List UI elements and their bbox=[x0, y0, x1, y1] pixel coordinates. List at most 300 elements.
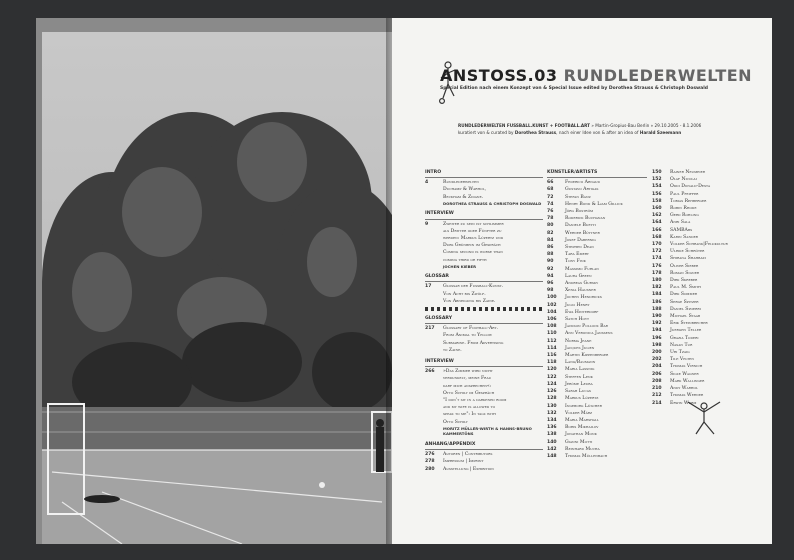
entry-title: Thomas Müllenbach bbox=[565, 453, 608, 459]
section-heading: ANHANG/APPENDIX bbox=[425, 441, 476, 447]
toc-entry bbox=[425, 228, 543, 235]
toc-entry bbox=[425, 404, 543, 411]
page-number: 126 bbox=[547, 389, 557, 395]
toc-entry bbox=[547, 316, 647, 323]
entry-title: Serge Spitzer bbox=[670, 299, 699, 305]
toc-section bbox=[425, 441, 543, 473]
entry-title: Submarine. From Advertising bbox=[443, 340, 504, 346]
page-number: 90 bbox=[547, 259, 554, 265]
toc-entry bbox=[652, 385, 752, 392]
entry-title: Beckham & Zidane. bbox=[443, 194, 484, 200]
page-number bbox=[425, 298, 443, 305]
entry-title: Ulrike Schröter bbox=[670, 249, 705, 255]
page-number: 122 bbox=[547, 374, 557, 380]
entry-title: Ann Veronica Janssens bbox=[565, 331, 613, 337]
entry-title: Boris Mikhailov bbox=[565, 425, 599, 431]
section-heading: INTERVIEW bbox=[425, 359, 454, 365]
page-number: 106 bbox=[547, 317, 557, 323]
toc-entry bbox=[425, 291, 543, 298]
entry-title: Anri Sala bbox=[670, 220, 691, 226]
section-rule bbox=[425, 281, 543, 282]
page-number: 92 bbox=[547, 266, 554, 272]
toc-entry bbox=[652, 378, 752, 385]
toc-entry bbox=[652, 227, 752, 234]
entry-title: Tara Emery bbox=[565, 252, 589, 258]
toc-entry bbox=[547, 294, 647, 301]
toc-entry bbox=[547, 194, 647, 201]
artists-heading: KÜNSTLER/ARTISTS bbox=[547, 170, 598, 175]
toc-entry bbox=[425, 257, 543, 264]
entry-title: Thomas Virnich bbox=[670, 364, 703, 370]
toc-entry bbox=[547, 251, 647, 258]
page-number: 86 bbox=[547, 245, 554, 251]
toc-entry bbox=[547, 222, 647, 229]
entry-title: Jacques Julien bbox=[565, 345, 595, 351]
page-number bbox=[425, 411, 443, 418]
page-number: 142 bbox=[547, 446, 557, 452]
entry-title: Impressum | Imprint bbox=[443, 459, 484, 465]
entry-title: Autoren | Contributors bbox=[443, 452, 493, 458]
entry-title: and my wife is allowed to bbox=[443, 405, 496, 411]
section-rule bbox=[425, 219, 543, 220]
toc-entry bbox=[547, 439, 647, 446]
toc-entry bbox=[547, 431, 647, 438]
section-rule bbox=[425, 366, 543, 367]
toc-entry bbox=[425, 249, 543, 256]
magazine-title bbox=[440, 66, 760, 85]
page-number: 96 bbox=[547, 281, 554, 287]
entry-title: verdunkelt, meine Frau bbox=[443, 376, 492, 382]
toc-entry bbox=[652, 263, 752, 270]
entry-title: Rundlederwelten bbox=[443, 180, 479, 186]
page-number: 17 bbox=[425, 284, 432, 290]
page-number: 166 bbox=[652, 227, 662, 233]
entry-title: Rainer Neumeier bbox=[670, 170, 705, 175]
toc-entry bbox=[547, 215, 647, 222]
entry-title: Maria Marshall bbox=[565, 417, 599, 423]
toc-entry bbox=[652, 176, 752, 183]
entry-title: to Zaine. bbox=[443, 347, 462, 353]
page-number: 164 bbox=[652, 220, 662, 226]
title-rundlederwelten: RUNDLEDERWELTEN bbox=[563, 66, 753, 85]
entry-title: Otto Schily im Gespräch bbox=[443, 390, 495, 396]
section-heading: INTERVIEW bbox=[425, 211, 454, 217]
page-number: 72 bbox=[547, 194, 554, 200]
entry-title: Karin Sander bbox=[670, 234, 698, 240]
title-anstoss: ANSTOSS bbox=[440, 66, 528, 85]
entry-title: Jérôme Leuba bbox=[565, 381, 593, 387]
toc-entry bbox=[425, 340, 543, 347]
toc-entry bbox=[547, 388, 647, 395]
toc-entry bbox=[652, 356, 752, 363]
toc-entry bbox=[547, 453, 647, 460]
page-number: 190 bbox=[652, 314, 662, 320]
entry-title: Massimo Furlan bbox=[565, 266, 599, 272]
toc-section bbox=[425, 169, 543, 206]
toc-entry bbox=[425, 368, 543, 375]
magazine-spread bbox=[36, 18, 772, 544]
page-number: 186 bbox=[652, 299, 662, 305]
entry-title: Oddi Donald-Desta bbox=[670, 184, 711, 190]
page-number: 112 bbox=[547, 338, 557, 344]
page-number: 114 bbox=[547, 345, 557, 351]
toc-section bbox=[425, 273, 543, 311]
entry-title: Erwin Wurm bbox=[670, 400, 697, 406]
page-number: 182 bbox=[652, 285, 662, 291]
entry-title: Steffen Lenk bbox=[565, 374, 593, 380]
page-number: 210 bbox=[652, 386, 662, 392]
page-number bbox=[425, 228, 443, 235]
toc-entry bbox=[652, 335, 752, 342]
entry-title: Nasan Tur bbox=[670, 342, 693, 348]
entry-title: Mark Wallinger bbox=[670, 378, 705, 384]
page-number: 168 bbox=[652, 234, 662, 240]
entry-title: Von Acht bis Zwölf. bbox=[443, 291, 486, 297]
page-number: 206 bbox=[652, 371, 662, 377]
entry-title: Paul M. Smith bbox=[670, 285, 701, 291]
entry-title: Duchamp & Warhol, bbox=[443, 187, 487, 193]
page-number: 217 bbox=[425, 326, 435, 332]
toc-entry bbox=[425, 466, 543, 473]
entry-title: "I don't sit in a darkened room bbox=[443, 398, 507, 404]
toc-entry bbox=[425, 283, 543, 290]
toc-section bbox=[425, 358, 543, 437]
page-number: 116 bbox=[547, 353, 557, 359]
entry-title: Andreas Gursky bbox=[565, 281, 599, 287]
page-number: 266 bbox=[425, 369, 435, 375]
toc-entry bbox=[652, 299, 752, 306]
exhibition-line bbox=[458, 122, 758, 129]
toc-entry bbox=[547, 201, 647, 208]
toc-entry bbox=[425, 332, 543, 339]
entry-title: Roman Signer bbox=[670, 270, 700, 276]
page-number: 132 bbox=[547, 410, 557, 416]
toc-entry bbox=[652, 306, 752, 313]
entry-title: Tile Velten bbox=[670, 357, 694, 363]
entry-title: Coming second is worse than bbox=[443, 250, 503, 256]
page-number: 120 bbox=[547, 367, 557, 373]
toc-entry bbox=[547, 352, 647, 359]
magazine-subtitle: Special Edition nach einem Konzept von & Special Issue edited by Dorothea Strauss & Christoph Doswald bbox=[440, 86, 708, 91]
toc-entry bbox=[547, 359, 647, 366]
toc-entry bbox=[425, 242, 543, 249]
page-number: 184 bbox=[652, 292, 662, 298]
toc-entry bbox=[652, 212, 752, 219]
entry-title: Dirk Sommer bbox=[670, 292, 698, 298]
decorative-pattern bbox=[425, 307, 543, 311]
entry-title: Laura Green bbox=[565, 273, 592, 279]
entry-title: als Dritter oder Fünfter zu bbox=[443, 228, 502, 234]
entry-title: Juergen Teller bbox=[670, 328, 702, 334]
toc-entry bbox=[547, 403, 647, 410]
entry-title: Glossary of Football-Art. bbox=[443, 326, 498, 332]
toc-entry bbox=[547, 258, 647, 265]
page-number bbox=[425, 257, 443, 264]
toc-entry bbox=[547, 179, 647, 186]
page-number: 214 bbox=[652, 400, 662, 406]
entry-title: Ingeborg Lüscher bbox=[565, 403, 602, 409]
toc-entry bbox=[547, 374, 647, 381]
toc-entry bbox=[425, 390, 543, 397]
curator-line bbox=[458, 129, 758, 136]
entry-title: coming third or fifth bbox=[443, 257, 487, 263]
page-number bbox=[425, 419, 443, 426]
page-number: 150 bbox=[652, 170, 662, 175]
exhibition-name: RUNDLEDERWELTEN FUSSBALL.KUNST + FOOTBALL.ART bbox=[458, 123, 590, 128]
page-number: 4 bbox=[425, 180, 429, 186]
toc-entry bbox=[425, 298, 543, 305]
toc-entry bbox=[652, 320, 752, 327]
toc-entry bbox=[547, 208, 647, 215]
page-number bbox=[425, 340, 443, 347]
toc-entry bbox=[652, 342, 752, 349]
entry-title: Roderick Buchanan bbox=[565, 216, 606, 222]
page-number bbox=[425, 186, 443, 193]
page-number bbox=[425, 194, 443, 201]
toc-entry bbox=[547, 287, 647, 294]
page-number bbox=[425, 347, 443, 354]
toc-entry bbox=[652, 327, 752, 334]
page-number: 118 bbox=[547, 360, 557, 366]
toc-entry bbox=[547, 237, 647, 244]
page-number: 172 bbox=[652, 249, 662, 255]
curator-name: Dorothea Strauss bbox=[514, 130, 557, 135]
toc-entry bbox=[652, 349, 752, 356]
issue-number: .03 bbox=[527, 66, 558, 85]
entry-title: Andy Warhol bbox=[670, 386, 699, 392]
entry-title: Stefan Banz bbox=[565, 194, 591, 200]
page-number bbox=[425, 249, 443, 256]
entry-title: Jackson Pollock Bar bbox=[565, 324, 608, 330]
entry-title: Norma Jeane bbox=[565, 338, 592, 344]
toc-entry bbox=[547, 424, 647, 431]
toc-entry bbox=[547, 417, 647, 424]
toc-entry bbox=[652, 291, 752, 298]
entry-title: Olaf Nicolai bbox=[670, 177, 697, 183]
section-author: DOROTHEA STRAUSS & CHRISTOPH DOSWALD bbox=[443, 200, 542, 206]
entry-title: Xenia Hausner bbox=[565, 288, 596, 294]
page-number: 212 bbox=[652, 393, 662, 399]
toc-entry bbox=[425, 221, 543, 228]
entry-title: Jonathan Monk bbox=[565, 432, 597, 438]
artists-list-continued bbox=[652, 169, 752, 407]
entry-title: Oliver Sieber bbox=[670, 263, 699, 269]
page-number: 134 bbox=[547, 417, 557, 423]
entry-title: Dubs Grünbein im Gespräch bbox=[443, 243, 501, 249]
entry-title: Gerd Rohling bbox=[670, 213, 699, 219]
toc-entry bbox=[425, 347, 543, 354]
entry-title: SAMBAbs bbox=[670, 227, 693, 233]
page-number: 160 bbox=[652, 206, 662, 212]
page-number: 74 bbox=[547, 201, 554, 207]
page-number: 110 bbox=[547, 331, 557, 337]
celebrating-player-icon bbox=[682, 398, 726, 438]
photo-illustration bbox=[42, 32, 392, 544]
page-number: 202 bbox=[652, 357, 662, 363]
page-number bbox=[425, 404, 443, 411]
toc-entry bbox=[425, 411, 543, 418]
page-number: 170 bbox=[652, 242, 662, 248]
entry-title: Shirana Shahbazi bbox=[670, 256, 706, 262]
section-rule bbox=[425, 449, 543, 450]
page-number: 136 bbox=[547, 425, 557, 431]
page-number: 104 bbox=[547, 309, 557, 315]
page-number: 128 bbox=[547, 396, 557, 402]
toc-entry bbox=[547, 323, 647, 330]
entry-title: Jörg Boström bbox=[565, 209, 594, 215]
toc-entry bbox=[425, 325, 543, 332]
toc-entry bbox=[425, 186, 543, 193]
entry-title: Werner Büttner bbox=[565, 230, 600, 236]
toc-entry bbox=[652, 191, 752, 198]
entry-title: Dirk Skreber bbox=[670, 278, 698, 284]
entry-title: Maria Lassnig bbox=[565, 367, 595, 373]
entry-title: »Das Zimmer wird nicht bbox=[443, 369, 493, 375]
toc-entry bbox=[547, 309, 647, 316]
toc-column-artists-2 bbox=[652, 169, 752, 407]
entry-title: Sarah Lucas bbox=[565, 389, 591, 395]
page-number: 178 bbox=[652, 270, 662, 276]
page-number bbox=[425, 390, 443, 397]
toc-entry bbox=[547, 186, 647, 193]
page-number: 82 bbox=[547, 230, 554, 236]
entry-title: Daniele Buetti bbox=[565, 223, 596, 229]
page-number: 130 bbox=[547, 403, 557, 409]
toc-entry bbox=[425, 179, 543, 186]
toc-entry bbox=[547, 244, 647, 251]
entry-title: Lang/Baumann bbox=[565, 360, 596, 366]
curated-by-label: kuratiert von & curated by bbox=[458, 130, 514, 135]
toc-entry bbox=[652, 183, 752, 190]
toc-entry bbox=[652, 284, 752, 291]
toc-entry bbox=[652, 234, 752, 241]
toc-section bbox=[425, 210, 543, 269]
right-page bbox=[392, 18, 772, 544]
toc-entry bbox=[425, 458, 543, 465]
page-number: 140 bbox=[547, 439, 557, 445]
entry-title: Ewa Hinterdorf bbox=[565, 309, 599, 315]
toc-entry bbox=[547, 345, 647, 352]
toc-entry bbox=[547, 302, 647, 309]
page-number: 102 bbox=[547, 302, 557, 308]
entry-title: Stephen Dean bbox=[565, 245, 594, 251]
entry-title: Martin Kippenberger bbox=[565, 353, 609, 359]
entry-title: Grazia Toderi bbox=[670, 335, 699, 341]
page-number: 198 bbox=[652, 342, 662, 348]
entry-title: darf mich ansprechen«: bbox=[443, 383, 492, 389]
entry-title: Robin Rhode bbox=[670, 206, 697, 212]
toc-entry bbox=[547, 395, 647, 402]
page-number bbox=[425, 291, 443, 298]
section-rule bbox=[425, 177, 543, 178]
page-number: 280 bbox=[425, 466, 435, 472]
entry-title: Volker März bbox=[565, 410, 593, 416]
section-author: JOCHEN KIEBER bbox=[443, 263, 477, 269]
page-number: 154 bbox=[652, 184, 662, 190]
page-number: 158 bbox=[652, 198, 662, 204]
idea-author: Harald Szeemann bbox=[639, 130, 682, 135]
entry-title: Zweiter zu sein ist schlimmer bbox=[443, 221, 504, 227]
toc-entry bbox=[652, 255, 752, 262]
entry-title: Erik Steinbrecher bbox=[670, 321, 708, 327]
page-number: 176 bbox=[652, 263, 662, 269]
toc-entry bbox=[547, 446, 647, 453]
toc-entry bbox=[547, 230, 647, 237]
page-number: 192 bbox=[652, 321, 662, 327]
page-number: 78 bbox=[547, 216, 554, 222]
page-number: 84 bbox=[547, 237, 554, 243]
page-number: 204 bbox=[652, 364, 662, 370]
toc-entry bbox=[547, 330, 647, 337]
page-number bbox=[425, 242, 443, 249]
toc-column-artists-1 bbox=[547, 169, 647, 460]
left-page bbox=[36, 18, 392, 544]
entry-title: Federico Arnaud bbox=[565, 180, 600, 186]
entry-title: Julio Henry bbox=[565, 302, 590, 308]
entry-title: Satch Hoyt bbox=[565, 317, 589, 323]
page-number: 148 bbox=[547, 453, 557, 459]
entry-title: Tony Fink bbox=[565, 259, 586, 265]
artists-list bbox=[547, 179, 647, 460]
toc-entry bbox=[425, 383, 543, 390]
toc-entry bbox=[652, 313, 752, 320]
entry-title: Glossar der Fussball-Kunst. bbox=[443, 284, 504, 290]
section-heading: GLOSSARY bbox=[425, 316, 453, 322]
toc-entry bbox=[547, 366, 647, 373]
entry-title: Tobias Rehberger bbox=[670, 198, 707, 204]
toc-entry bbox=[425, 235, 543, 242]
page-number: 68 bbox=[547, 187, 554, 193]
entry-title: From Animal to Yellow bbox=[443, 333, 492, 339]
page-number bbox=[425, 235, 443, 242]
idea-label: , nach einer Idee von & after an idea of bbox=[556, 130, 639, 135]
page-number: 196 bbox=[652, 335, 662, 341]
section-rule bbox=[425, 323, 543, 324]
toc-entry bbox=[547, 381, 647, 388]
page-number: 94 bbox=[547, 273, 554, 279]
page-number: 174 bbox=[652, 256, 662, 262]
page-number: 9 bbox=[425, 221, 429, 227]
page-number bbox=[425, 375, 443, 382]
toc-entry bbox=[652, 219, 752, 226]
section-author: MORITZ MÜLLER-WIRTH & HANNS-BRUNO KAMMERTÖNS bbox=[443, 425, 532, 437]
toc-entry bbox=[425, 419, 543, 426]
page-number: 100 bbox=[547, 295, 557, 301]
entry-title: Von Abneigung bis Zaine. bbox=[443, 298, 496, 304]
section-heading: GLOSSAR bbox=[425, 274, 449, 280]
page-number: 180 bbox=[652, 278, 662, 284]
entry-title: Gustavo Artigas bbox=[565, 187, 599, 193]
toc-entry bbox=[425, 194, 543, 201]
toc-entry bbox=[547, 410, 647, 417]
entry-title: Reinhard Mucha bbox=[565, 446, 600, 452]
entry-title: Jochen Hendricks bbox=[565, 295, 602, 301]
toc-entry bbox=[652, 169, 752, 176]
toc-entry bbox=[425, 397, 543, 404]
football-field-photo bbox=[42, 32, 392, 544]
page-number: 276 bbox=[425, 452, 435, 458]
page-number: 278 bbox=[425, 459, 435, 465]
heading-rule bbox=[547, 177, 647, 178]
toc-entry bbox=[652, 270, 752, 277]
page-number: 162 bbox=[652, 213, 662, 219]
toc-column-contents bbox=[425, 169, 543, 473]
entry-title: Daniel Spoerri bbox=[670, 306, 701, 312]
page-number bbox=[425, 332, 443, 339]
page-number: 138 bbox=[547, 432, 557, 438]
entry-title: Silke Wagner bbox=[670, 371, 699, 377]
entry-title: Ausstellung | Exhibition bbox=[443, 466, 494, 472]
